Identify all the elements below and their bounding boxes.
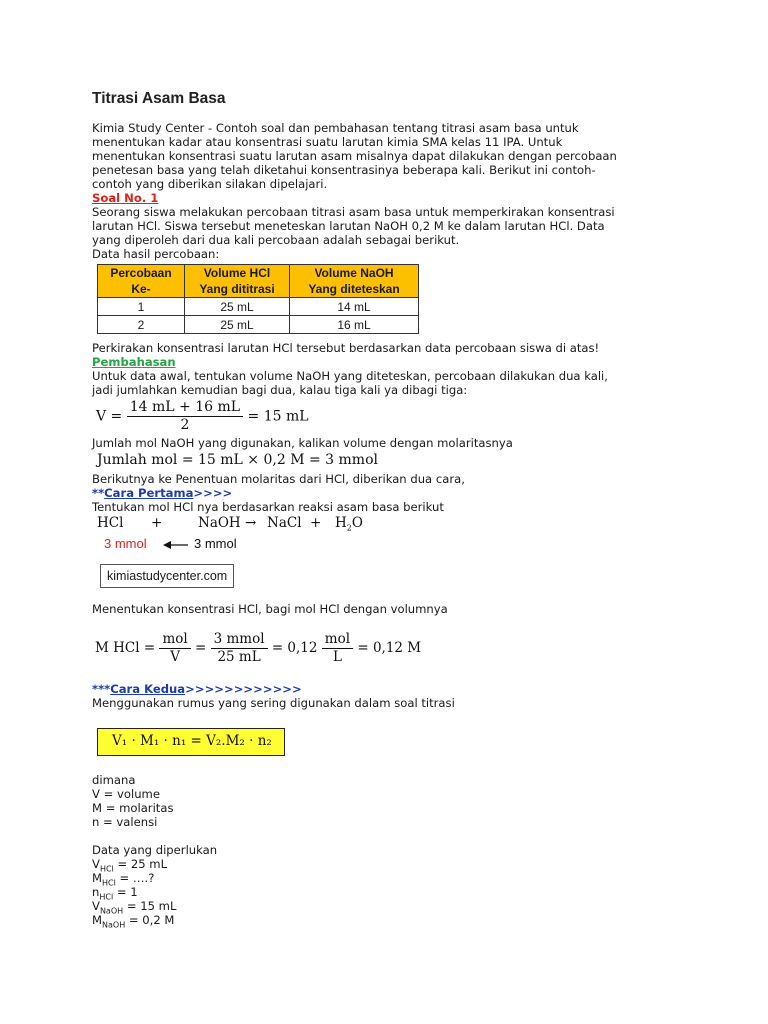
header-percobaan	[98, 265, 185, 298]
fraction-numerator: mol	[322, 631, 353, 649]
pembahasan-line: Untuk data awal, tentukan volume NaOH yang diteteskan, percobaan dilakukan dua kali,	[92, 369, 608, 383]
fraction	[127, 399, 243, 434]
intro-line: Kimia Study Center - Contoh soal dan pembahasan tentang titrasi asam basa untuk	[92, 121, 579, 135]
soal-line: larutan HCl. Siswa tersebut meneteskan larutan NaOH 0,2 M ke dalam larutan HCl. Data	[92, 219, 605, 233]
header-text: Percobaan	[110, 266, 172, 280]
cara-kedua-line	[92, 683, 302, 697]
h2o-h: H	[335, 515, 347, 531]
reaction-plus: +	[310, 515, 322, 531]
table-cell: 1	[98, 298, 185, 316]
mmol-black: 3 mmol	[194, 536, 237, 551]
mol-text: Jumlah mol NaOH yang digunakan, kalikan volume dengan molaritasnya	[92, 436, 513, 450]
soal-link[interactable]: Soal No. 1	[92, 191, 159, 205]
dimana-line: M = molaritas	[92, 801, 174, 815]
given-value: = 25 mL	[113, 857, 168, 871]
given-symbol: M	[92, 913, 103, 927]
table-cell: 2	[98, 316, 185, 334]
fraction-denominator: 25 mL	[217, 649, 261, 665]
berikut-text: Berikutnya ke Penentuan molaritas dari HCl, diberikan dua cara,	[92, 472, 465, 486]
watermark-box: kimiastudycenter.com	[100, 564, 234, 588]
given-symbol: M	[92, 871, 103, 885]
given-subscript: HCl	[102, 878, 116, 888]
question-text: Perkirakan konsentrasi larutan HCl tersebut berdasarkan data percobaan siswa di atas!	[92, 341, 600, 355]
mhcl-text: Menentukan konsentrasi HCl, bagi mol HCl dengan volumnya	[92, 602, 448, 616]
eq-value: = 0,12	[271, 640, 318, 656]
given-value: = 0,2 M	[125, 913, 175, 927]
reaction-hcl: HCl	[97, 515, 124, 531]
cara-kedua-link[interactable]: Cara Kedua	[110, 682, 186, 696]
dimana-line: V = volume	[92, 787, 160, 801]
h2o-sub: 2	[346, 523, 352, 533]
h2o-o: O	[351, 515, 363, 531]
given-subscript: HCl	[99, 864, 114, 874]
fraction-numerator: 3 mmol	[211, 631, 268, 649]
eq-lhs: M HCl =	[95, 640, 156, 656]
cara2-prefix: ***	[92, 682, 111, 696]
soal-line: yang diperoleh dari dua kali percobaan adalah sebagai berikut.	[92, 233, 460, 247]
table-cell: 25 mL	[185, 316, 290, 334]
given-symbol: V	[92, 899, 100, 913]
header-volume-naoh	[290, 265, 419, 298]
data-diperlukan: Data yang diperlukan	[92, 843, 218, 857]
intro-line: menentukan kadar atau konsentrasi suatu larutan kimia SMA kelas 11 IPA. Untuk	[92, 135, 563, 149]
table-cell: 16 mL	[290, 316, 419, 334]
cara1-prefix: **	[92, 486, 105, 500]
table-cell: 14 mL	[290, 298, 419, 316]
mmol-red: 3 mmol	[104, 536, 147, 551]
given-line	[92, 914, 174, 932]
dimana-line: dimana	[92, 773, 136, 787]
table-header-row	[98, 265, 419, 298]
fraction	[159, 631, 190, 666]
given-symbol: n	[92, 885, 100, 899]
cara-pertama-link[interactable]: Cara Pertama	[104, 486, 194, 500]
given-symbol: V	[92, 857, 100, 871]
data-table	[97, 264, 419, 334]
given-value: = 1	[113, 885, 138, 899]
header-text: Volume HCl	[203, 266, 271, 280]
given-subscript: HCl	[99, 892, 114, 902]
header-text: Ke-	[131, 282, 151, 296]
eq-rhs: = 0,12 M	[357, 640, 422, 656]
fraction-denominator: 2	[180, 417, 190, 433]
formula-box	[97, 728, 285, 756]
soal-line: Data hasil percobaan:	[92, 247, 220, 261]
given-value: = 15 mL	[123, 899, 177, 913]
header-volume-hcl	[185, 265, 290, 298]
cara-pertama-line	[92, 487, 232, 501]
given-value: = ….?	[115, 871, 155, 885]
equation-mol: Jumlah mol = 15 mL × 0,2 M = 3 mmol	[97, 452, 378, 468]
header-text: Volume NaOH	[314, 266, 394, 280]
eq-equals: =	[194, 640, 207, 656]
reaction-nacl: NaCl	[267, 515, 302, 531]
reaction-plus: +	[151, 515, 163, 531]
equation-molarity	[95, 631, 421, 666]
arrow-left-icon	[163, 539, 189, 551]
fraction	[322, 631, 353, 666]
cara2-text: Menggunakan rumus yang sering digunakan dalam soal titrasi	[92, 696, 455, 710]
titration-formula: V₁ · M₁ · n₁ = V₂.M₂ · n₂	[112, 733, 272, 749]
cara1-suffix: >>>>	[193, 486, 233, 500]
pembahasan-link[interactable]: Pembahasan	[92, 355, 176, 369]
header-text: Yang dititrasi	[199, 282, 275, 296]
intro-line: penetesan basa yang telah diketahui konsentrasinya beberapa kali. Berikut ini contoh-	[92, 163, 596, 177]
fraction-denominator: V	[170, 649, 180, 665]
reaction-naoh: NaOH →	[198, 515, 257, 531]
eq-lhs: V =	[96, 408, 123, 425]
header-text: Yang diteteskan	[308, 282, 400, 296]
fraction	[211, 631, 268, 666]
given-subscript: NaOH	[102, 920, 126, 930]
given-subscript: NaOH	[99, 906, 124, 916]
table-row	[98, 298, 419, 316]
table-row	[98, 316, 419, 334]
fraction-denominator: L	[332, 649, 342, 665]
intro-line: contoh yang diberikan silakan dipelajari.	[92, 177, 328, 191]
fraction-numerator: 14 mL + 16 mL	[127, 399, 243, 417]
pembahasan-line: jadi jumlahkan kemudian bagi dua, kalau tiga kali ya dibagi tiga:	[92, 383, 468, 397]
equation-volume	[96, 399, 309, 434]
soal-line: Seorang siswa melakukan percobaan titrasi asam basa untuk memperkirakan konsentrasi	[92, 205, 615, 219]
table-cell: 25 mL	[185, 298, 290, 316]
page-title: Titrasi Asam Basa	[92, 90, 226, 107]
eq-rhs: = 15 mL	[247, 408, 309, 425]
cara1-text: Tentukan mol HCl nya berdasarkan reaksi asam basa berikut	[92, 500, 444, 514]
cara2-suffix: >>>>>>>>>>>>	[185, 682, 302, 696]
intro-line: menentukan konsentrasi suatu larutan asam misalnya dapat dilakukan dengan percobaan	[92, 149, 617, 163]
reaction-h2o	[335, 515, 363, 533]
fraction-numerator: mol	[159, 631, 190, 649]
dimana-line: n = valensi	[92, 815, 158, 829]
